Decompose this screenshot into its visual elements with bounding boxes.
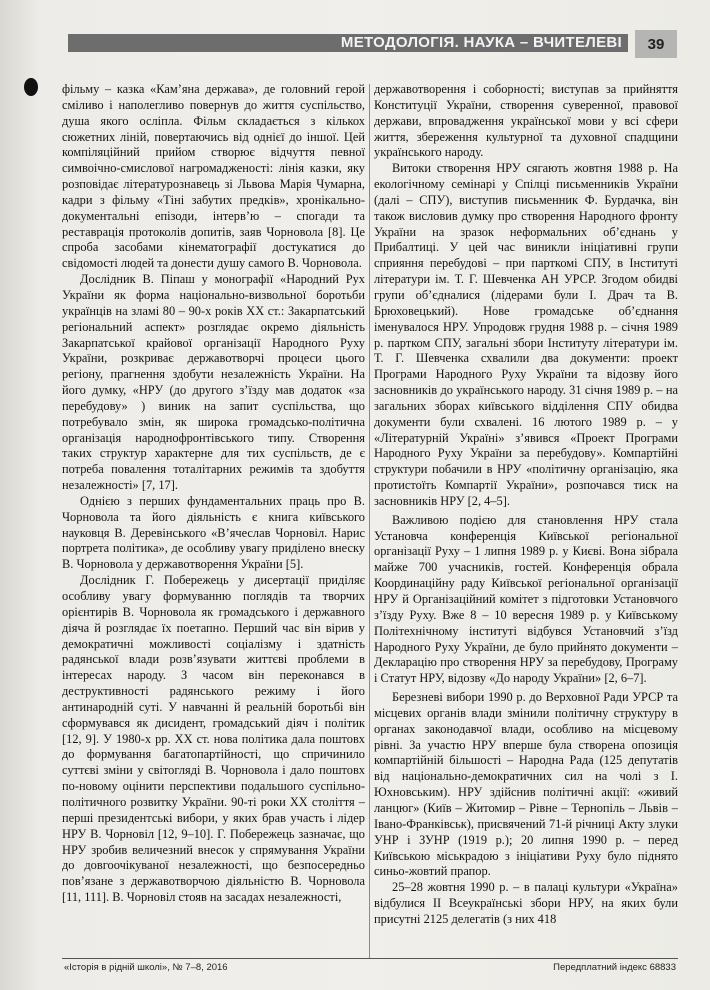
footer-journal: «Історія в рідній школі», № 7–8, 2016	[64, 962, 228, 973]
paragraph: Витоки створення НРУ сягають жовтня 1988 р. На екологічному семінарі у Спілці письменників України (далі – СПУ), виступив письменник Ф. Бурдачка, він також висловив думку про створення Народного фронту України на зразок неформальних об’єднань у Прибалтиці. У цей час виникли ініціативні групи сприяння перебудові – при парткомі СПУ, в Інституті літератури ім. Т. Г. Шевченка АН УРСР. Згодом обидві групи об’єдналися (лідерами були І. Драч та В. Брюховецький). Нове громадське об’єднання іменувалося НРУ. Упродовж грудня 1988 р. – січня 1989 р. партком СПУ, загальні збори Інституту літератури ім. Т. Г. Шевченка схвалили два документи: проект Програми Народного Руху України та відозву його засновників до українського народу. 31 січня 1989 р. – на загальних зборах київського відділення СПУ обидва документи були схвалені. 16 лютого 1989 р. – у «Літературній Україні» з’явився «Проект Програми Народного Руху України за перебудову». Компартійні структури побачили в НРУ «політичну організацію, яка протистоїть Компартії України», розпочався тиск на засновників НРУ [2, 4–5].	[374, 161, 678, 508]
footer-rule	[62, 958, 678, 959]
right-column	[374, 82, 678, 960]
paragraph: 25–28 жовтня 1990 р. – в палаці культури «Україна» відбулися II Всеукраїнські збори НРУ, на яких були присутні 2125 делегатів (з них 418	[374, 880, 678, 926]
left-column	[62, 82, 365, 960]
paragraph: державотворення і соборності; виступав за прийняття Конституції України, створення суверенної, правової держави, впровадження української мови у всі сфери життя, збереження культурної та духовної спадщини українського народу.	[374, 82, 678, 160]
section-title: МЕТОДОЛОГІЯ. НАУКА – ВЧИТЕЛЕВІ	[340, 34, 622, 51]
column-divider	[369, 84, 370, 958]
paragraph: Дослідник В. Піпаш у монографії «Народний Рух України як форма національно-визвольної боротьби українців на зламі 80 – 90-х років ХХ ст.: Закарпатський регіональний аспект» розглядає окремо діяльність Закарпатської крайової організації Народного Руху України, розкриває державотворчі процеси цього регіону, прагнення здобути незалежність України. На його думку, «НРУ (до другого з’їзду мав додаток «за перебудову» ) виник на запит суспільства, що потребувало змін, як широка громадсько-політична організація народнофронтівського типу. Створення таких структур характерне для тих суспільств, де є потреба повалення тоталітарних режимів та здобуття незалежності» [7, 17].	[62, 272, 365, 493]
paragraph: Дослідник Г. Побережець у дисертації приділяє особливу увагу формуванню поглядів та творчих орієнтирів В. Чорновола як громадського і державного діяча й розглядає їх поетапно. Перший час він вірив у демократичні можливості соціалізму і здатність радянської влади розв’язувати життєві проблеми в інтересах народу. З часом він переконався в деструктивності радянського режиму і його антинародній суті. У навчанні й реальній боротьбі він сформувався як дисидент, громадський діяч і політик [12, 9]. У 1980-х рр. ХХ ст. нова політика дала поштовх до формування багатопартійності, що спричинило суттєві зміни у світогляді В. Чорновола і дало поштовх по-новому оцінити перспективи подальшого суспільно-політичного розвитку України. 90-ті роки ХХ століття – перші президентські вибори, у яких брав участь і лідер НРУ В. Чорновіл [12, 9–10]. Г. Побережець зазначає, що НРУ зробив величезний внесок у спрямування України до довгоочікуваної незалежності, що безпосередньо пов’язане з державотворчою діяльністю В. Чорновола [11, 111]. В. Чорновіл стояв на засадах незалежності,	[62, 573, 365, 905]
paragraph: Однією з перших фундаментальних праць про В. Чорновола та його діяльність є книга київського науковця В. Деревінського «В’ячеслав Чорновіл. Нарис портрета політика», де особливу увагу приділено внеску В. Чорновола у державотворення України [5].	[62, 493, 365, 572]
footer-index: Передплатний індекс 68833	[553, 962, 676, 973]
binder-hole	[24, 78, 38, 96]
paragraph: Березневі вибори 1990 р. до Верховної Ради УРСР та місцевих органів влади змінили політичну структуру в органах законодавчої влади, особливо на місцевому рівні. За участю НРУ вперше була створена опозиція компартійній більшості – Народна Рада (125 депутатів від національно-демократичних сил на чолі з І. Юхновським). НРУ здійснив політичні акції: «живий ланцюг» (Київ – Житомир – Рівне – Тернопіль – Львів – Івано-Франківськ), присвячений 71-й річниці Акту злуки УНР і ЗУНР (1919 р.); 20 липня 1990 р. – перед Київською міськрадою з ініціативи Руху було піднято синьо-жовтий прапор.	[374, 690, 678, 879]
page-number: 39	[635, 30, 677, 58]
paragraph: Важливою подією для становлення НРУ стала Установча конференція Київської регіональної організації Руху – 1 липня 1989 р. у Києві. Вона зібрала майже 700 учасників, гостей. Конференція обрала Координаційну раду Київської регіональної організації НРУ й Організаційний комітет з підготовки Установчого з’їзду Руху. Вже 8 – 10 вересня 1989 р. у Київському Політехнічному інституті відбувся Установчий з’їзд Народного Руху України, де було прийнято документи – Декларацію про створення НРУ за перебудову, Програму і Статут НРУ, відозву «До народу України» [2, 6–7].	[374, 512, 678, 686]
paragraph: фільму – казка «Кам’яна держава», де головний герой сміливо і наполегливо повернув до життя суспільство, душа якого осліпла. Фільм складається з кількох сюжетних ліній, повертаючись від однієї до іншої. Цей компіляційний прийом створює відчуття певної симвоiчно-смислової нагромадженості: лінія казки, яку розповідає літературознавець зі Львова Марія Чумарна, кадри з фільму «Тіні забутих предків», хронікально-документальні епізоди, інтерв’ю – спогади та реставрація протоколів допитів, заяв Чорновола [8]. Це спроба засобами кінематографії достукатися до свідомості людей та донести душу самого В. Чорновола.	[62, 82, 365, 271]
